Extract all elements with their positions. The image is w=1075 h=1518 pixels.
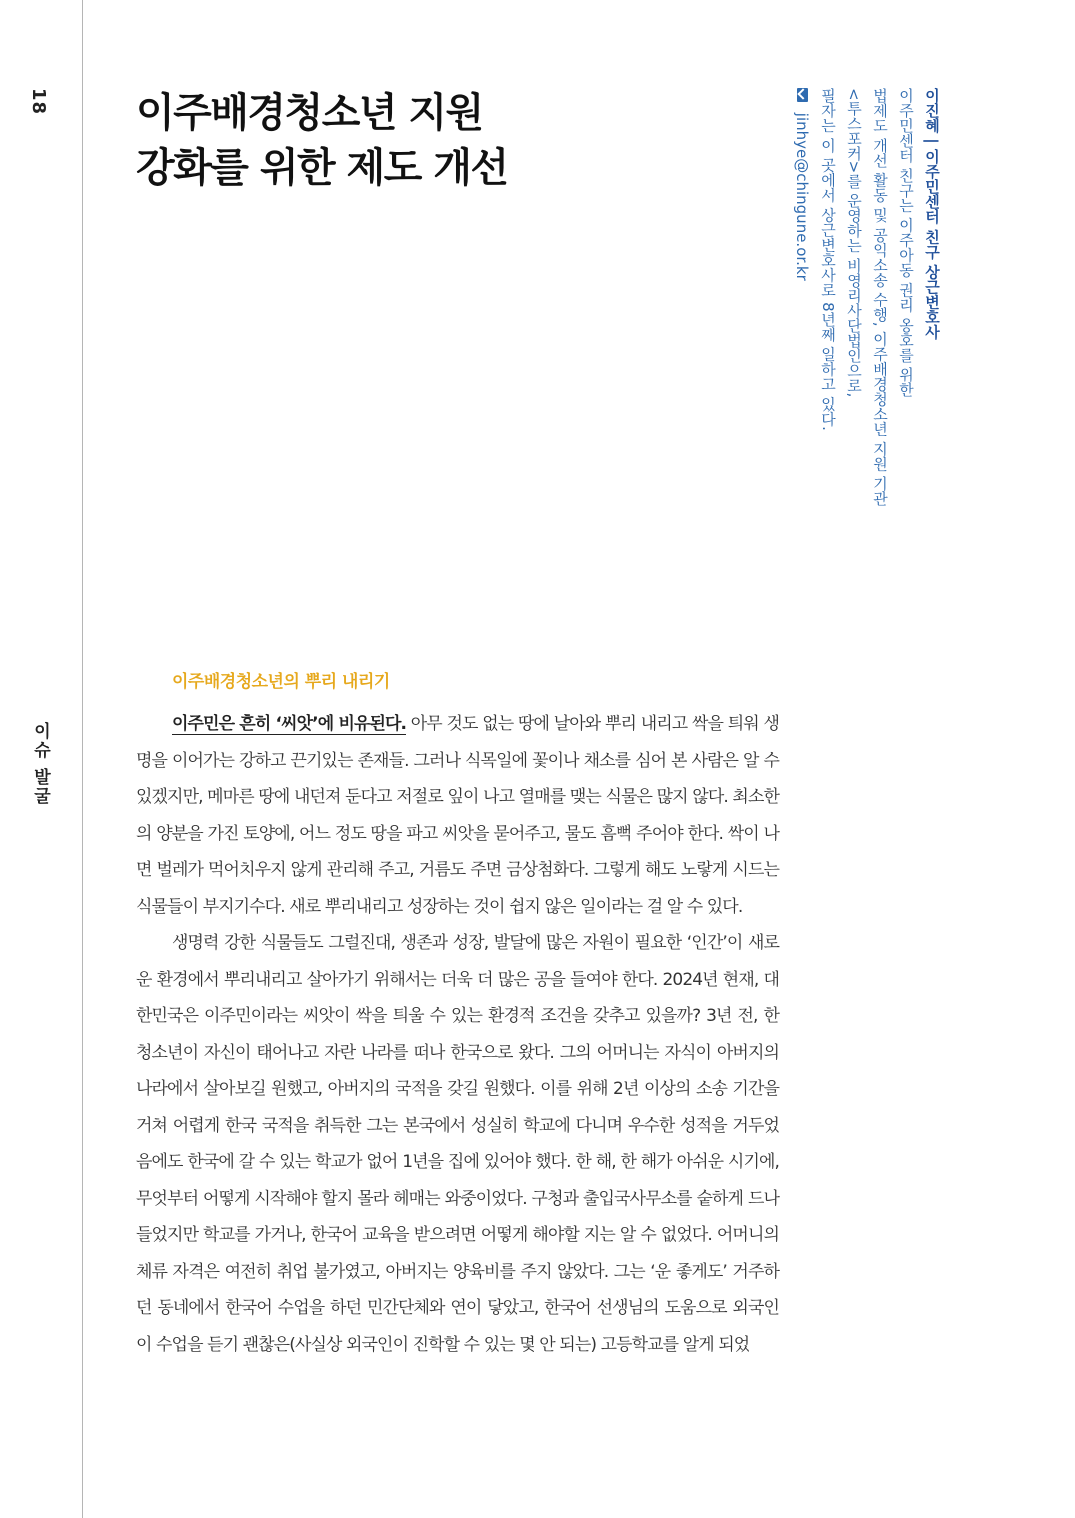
page-number: 18 (28, 88, 49, 116)
margin-rule (82, 0, 83, 1518)
author-bio-line-2: 법제도 개선 활동 및 공익소송 수행, 이주배경청소년 지원 기관 (871, 88, 889, 506)
author-bio-line-1: 이주민센터 친구는 이주아동 권리 옹호를 위한 (897, 88, 915, 397)
author-info (789, 88, 945, 538)
author-email[interactable]: jinhye@chingune.or.kr (793, 112, 811, 281)
article-title (136, 86, 696, 196)
paragraph-2: 생명력 강한 식물들도 그럴진대, 생존과 성장, 발달에 많은 자원이 필요한 ‘인간’이 새로운 환경에서 뿌리내리고 살아가기 위해서는 더욱 더 많은 공을 들여야 한다. 2024년 현재, 대한민국은 이주민이라는 씨앗이 싹을 틔울 수 있는 환경적 조건을 갖추고 있을까? 3년 전, 한 청소년이 자신이 태어나고 자란 나라를 떠나 한국으로 왔다. 그의 어머니는 자식이 아버지의 나라에서 살아보길 원했고, 아버지의 국적을 갖길 원했다. 이를 위해 2년 이상의 소송 기간을 거쳐 어렵게 한국 국적을 취득한 그는 본국에서 성실히 학교에 다니며 우수한 성적을 거두었음에도 한국에 갈 수 있는 학교가 없어 1년을 집에 있어야 했다. 한 해, 한 해가 아쉬운 시기에, 무엇부터 어떻게 시작해야 할지 몰라 헤매는 와중이었다. 구청과 출입국사무소를 숱하게 드나들었지만 학교를 가거나, 한국어 교육을 받으려면 어떻게 해야할 지는 알 수 없었다. 어머니의 체류 자격은 여전히 취업 불가였고, 아버지는 양육비를 주지 않았다. 그는 ‘운 좋게도’ 거주하던 동네에서 한국어 수업을 하던 민간단체와 연이 닿았고, 한국어 선생님의 도움으로 외국인이 수업을 듣기 괜찮은(사실상 외국인이 진학할 수 있는 몇 안 되는) 고등학교를 알게 되었 (136, 933, 779, 1355)
author-heading: 이진혜 | 이주민센터 친구 상근변호사 (923, 88, 941, 340)
article-body (136, 668, 779, 1363)
title-line-1: 이주배경청소년 지원 (136, 90, 483, 136)
author-bio-line-3: <투스포커>를 운영하는 비영리사단법인으로, (845, 88, 863, 398)
mail-icon (797, 88, 808, 102)
section-subheading: 이주배경청소년의 뿌리 내리기 (172, 672, 390, 692)
paragraph-1 (136, 706, 779, 925)
section-label: 이슈 발굴 (30, 722, 50, 806)
lead-sentence: 이주민은 흔히 ‘씨앗’에 비유된다. (172, 714, 407, 734)
title-line-2: 강화를 위한 제도 개선 (136, 145, 508, 191)
author-email-line (789, 88, 815, 538)
author-bio-line-4: 필자는 이 곳에서 상근변호사로 8년째 일하고 있다. (819, 88, 837, 431)
paragraph-1-text: 아무 것도 없는 땅에 날아와 뿌리 내리고 싹을 틔워 생명을 이어가는 강하고 끈기있는 존재들. 그러나 식목일에 꽃이나 채소를 심어 본 사람은 알 수 있겠지만, 메마른 땅에 내던져 둔다고 저절로 잎이 나고 열매를 맺는 식물은 많지 않다. 최소한의 양분을 가진 토양에, 어느 정도 땅을 파고 씨앗을 묻어주고, 물도 흠뻑 주어야 한다. 싹이 나면 벌레가 먹어치우지 않게 관리해 주고, 거름도 주면 금상첨화다. 그렇게 해도 노랗게 시드는 식물들이 부지기수다. 새로 뿌리내리고 성장하는 것이 쉽지 않은 일이라는 걸 알 수 있다. (136, 714, 780, 917)
